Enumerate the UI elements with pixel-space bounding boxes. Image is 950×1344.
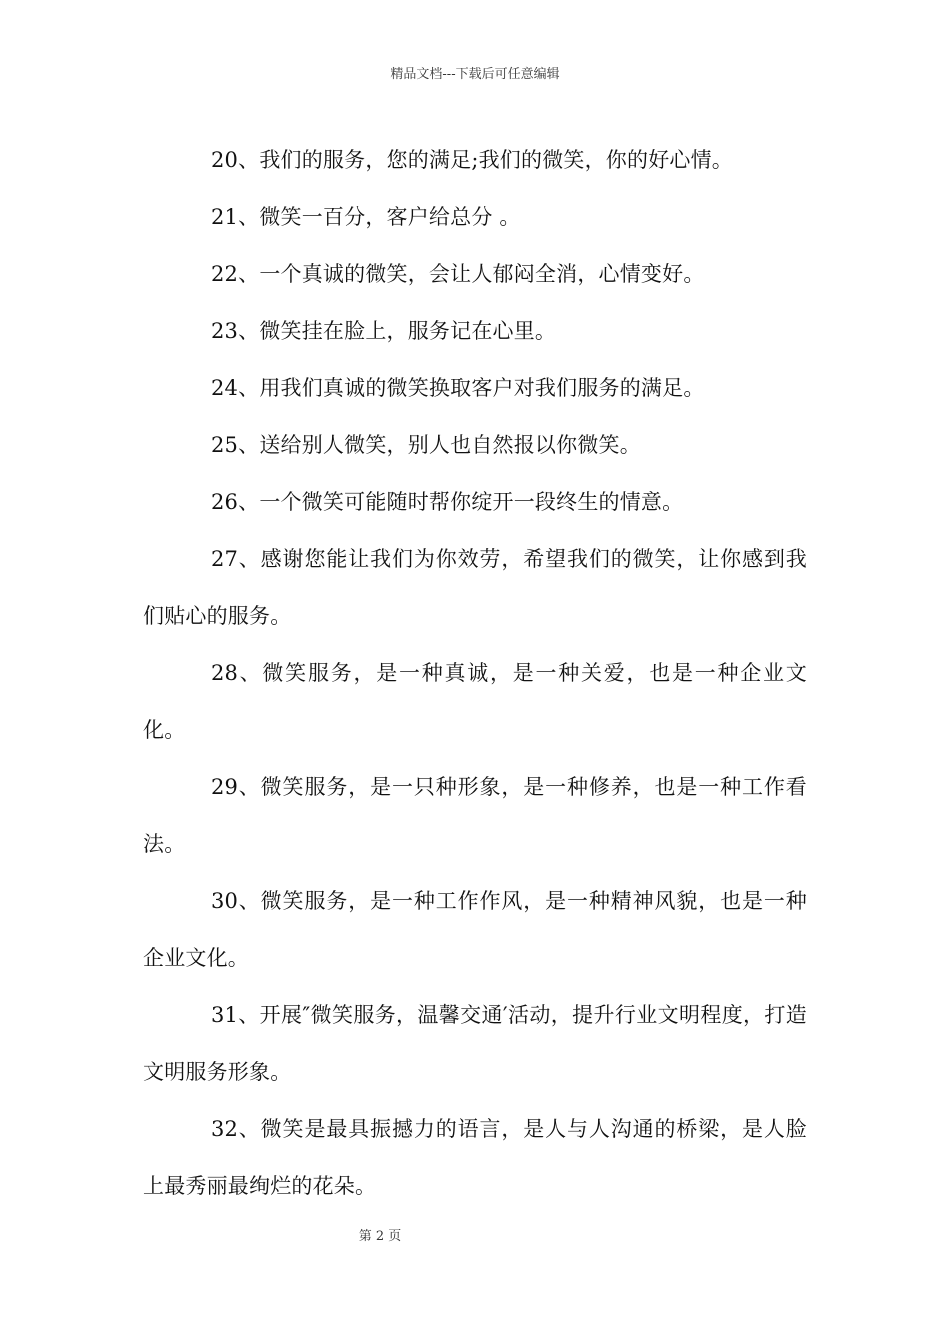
paragraph-25: 25、送给别人微笑，别人也自然报以你微笑。 xyxy=(211,433,641,457)
paragraph-20: 20、我们的服务，您的满足;我们的微笑，你的好心情。 xyxy=(211,148,733,172)
paragraph-23: 23、微笑挂在脸上，服务记在心里。 xyxy=(211,319,557,343)
document-body xyxy=(143,132,807,1215)
paragraph-31: 31、开展″微笑服务，温馨交通′活动，提升行业文明程度，打造文明服务形象。 xyxy=(143,1003,807,1084)
paragraph-26: 26、一个微笑可能随时帮你绽开一段终生的情意。 xyxy=(211,490,684,514)
page-number: 第 2 页 xyxy=(358,1229,402,1244)
paragraph-21: 21、微笑一百分，客户给总分 。 xyxy=(211,205,521,229)
paragraph-24: 24、用我们真诚的微笑换取客户对我们服务的满足。 xyxy=(211,376,705,400)
paragraph-29: 29、微笑服务，是一只种形象，是一种修养，也是一种工作看法。 xyxy=(143,775,807,856)
page-header: 精品文档---下载后可任意编辑 xyxy=(390,67,560,82)
paragraph-32: 32、微笑是最具振撼力的语言，是人与人沟通的桥梁，是人脸上最秀丽最绚烂的花朵。 xyxy=(143,1117,807,1198)
paragraph-27: 27、感谢您能让我们为你效劳，希望我们的微笑，让你感到我们贴心的服务。 xyxy=(143,547,807,628)
paragraph-22: 22、一个真诚的微笑，会让人郁闷全消，心情变好。 xyxy=(211,262,705,286)
paragraph-30: 30、微笑服务，是一种工作作风，是一种精神风貌，也是一种企业文化。 xyxy=(143,889,807,970)
paragraph-28: 28、微笑服务，是一种真诚，是一种关爱，也是一种企业文化。 xyxy=(143,661,807,742)
